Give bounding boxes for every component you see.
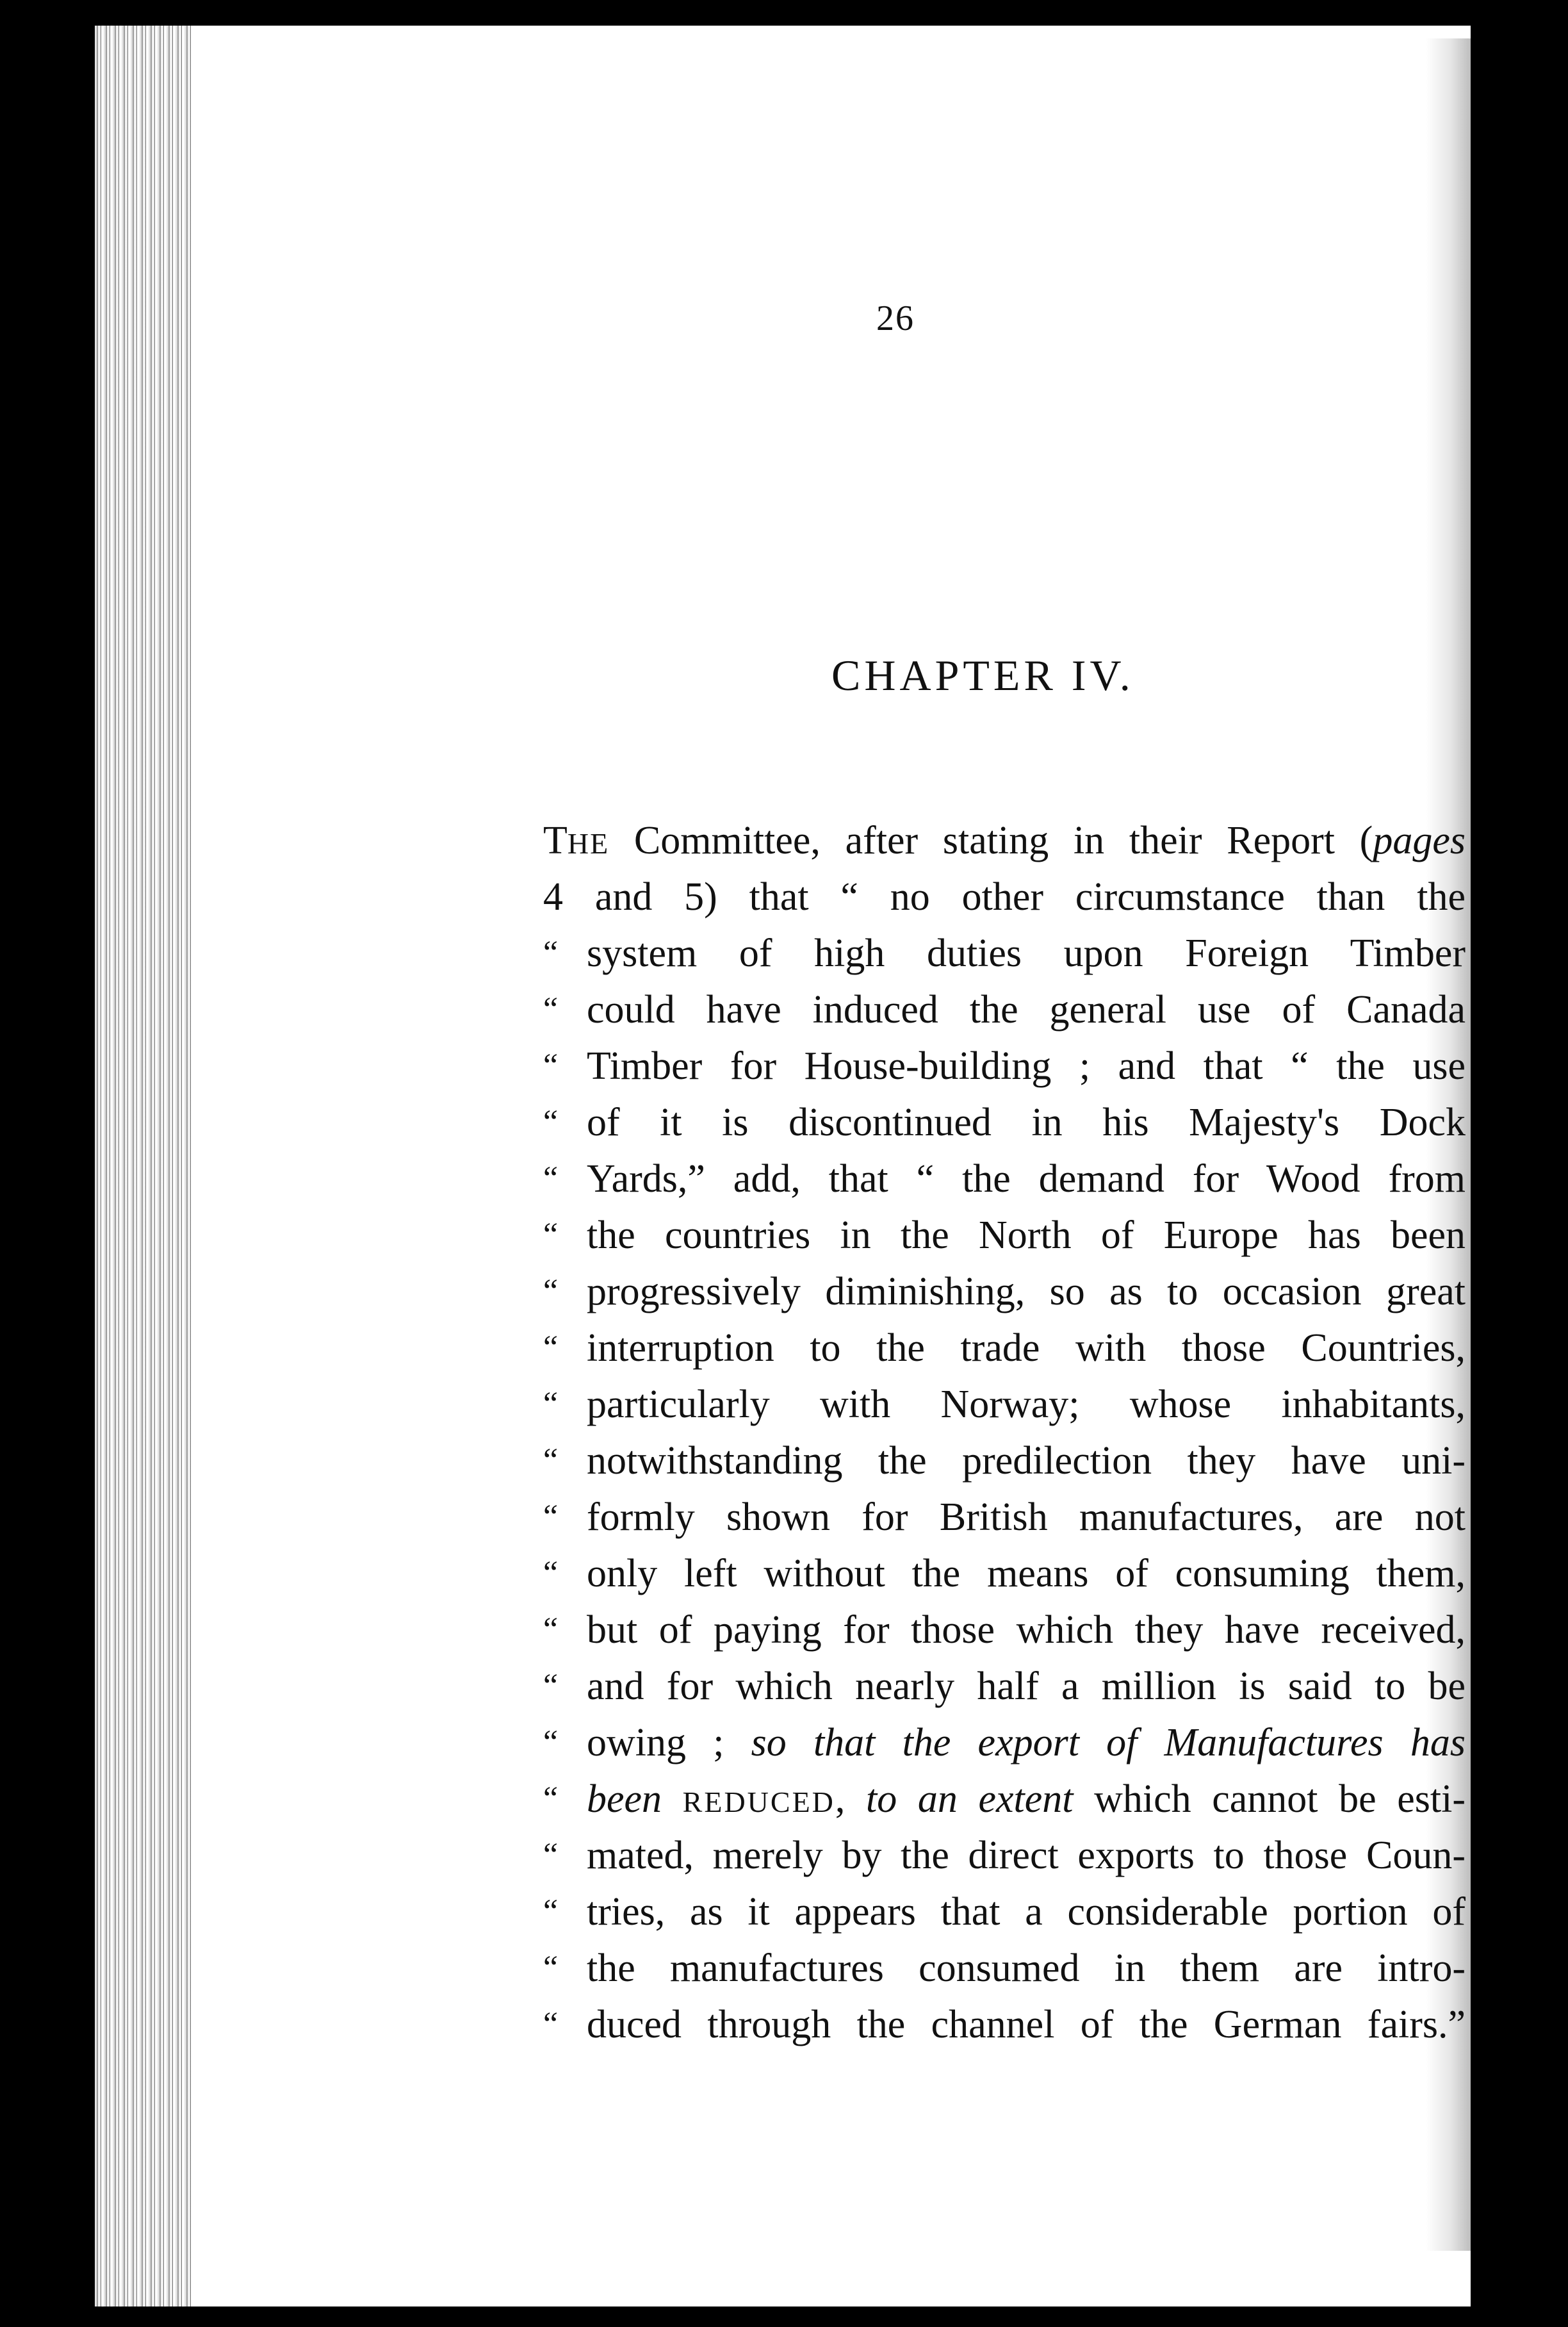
quote-mark: “ [543,1837,559,1873]
text-segment: but of paying for those which they have received, [587,1608,1466,1652]
text-line [543,1602,1466,1658]
text-segment: mated, merely by the direct exports to those Coun- [587,1834,1466,1877]
text-segment [662,1777,683,1821]
text-segment: particularly with Norway; whose inhabitants, [587,1383,1466,1426]
quote-mark: “ [543,1780,559,1817]
quote-mark: “ [543,1217,559,1253]
text-line [543,1996,1466,2053]
text-segment: owing ; [587,1721,751,1764]
quote-mark: “ [543,1724,559,1761]
text-line [543,925,1466,982]
text-line [543,1771,1466,1827]
book-page [95,26,1471,2306]
quote-mark: “ [543,1668,559,1704]
text-line [543,1207,1466,1263]
text-segment: the countries in the North of Europe has been [587,1213,1466,1257]
quote-mark: “ [543,1499,559,1535]
text-segment: Committee, after stating in their Report ( [609,819,1373,862]
chapter-title: CHAPTER IV. [831,651,1134,700]
quote-mark: “ [543,1442,559,1479]
text-segment: HE [567,827,610,860]
quote-mark: “ [543,1950,559,1986]
text-line [543,1884,1466,1940]
text-segment: tries, as it appears that a considerable portion of [587,1890,1466,1934]
quote-mark: “ [543,1555,559,1591]
text-segment: formly shown for British manufactures, are not [587,1495,1466,1539]
text-segment: pages [1373,819,1466,862]
text-line [543,1827,1466,1884]
text-line [543,1320,1466,1376]
text-line [543,1263,1466,1320]
text-segment: Yards,” add, that “ the demand for Wood from [587,1157,1466,1201]
page-stack-edge-left [95,26,191,2306]
quote-mark: “ [543,1611,559,1648]
text-segment: duced through the channel of the German fairs.” [587,2003,1466,2046]
text-segment: which cannot be esti- [1073,1777,1466,1821]
quote-mark: “ [543,1273,559,1310]
text-segment: T [543,819,568,862]
text-segment: only left without the means of consuming them, [587,1552,1466,1595]
text-line [543,1489,1466,1545]
text-line [543,982,1466,1038]
text-segment: system of high duties upon Foreign Timber [587,932,1466,975]
text-line [543,1151,1466,1207]
text-segment: been [587,1777,662,1821]
text-segment: could have induced the general use of Canada [587,988,1466,1032]
quote-mark: “ [543,1160,559,1197]
quote-mark: “ [543,991,559,1028]
text-line [543,1714,1466,1771]
text-segment: interruption to the trade with those Countries, [587,1326,1466,1370]
quote-mark: “ [543,1048,559,1084]
quote-mark: “ [543,1329,559,1366]
text-line [543,1545,1466,1602]
text-segment: 4 and 5) that “ no other circumstance than the [543,875,1466,919]
text-segment: REDUCED [682,1786,835,1818]
text-segment: to an extent [866,1777,1074,1821]
text-segment: of it is discontinued in his Majesty's Dock [587,1101,1466,1144]
text-segment: the manufactures consumed in them are intro- [587,1946,1466,1990]
text-segment: progressively diminishing, so as to occasion great [587,1270,1466,1313]
text-line [543,1094,1466,1151]
chapter-body-text [543,812,1466,2053]
quote-mark: “ [543,935,559,971]
page-number: 26 [876,299,915,338]
text-line [543,1433,1466,1489]
text-line [543,1038,1466,1094]
text-line [543,869,1466,925]
quote-mark: “ [543,1104,559,1140]
quote-mark: “ [543,1893,559,1930]
quote-mark: “ [543,1386,559,1422]
quote-mark: “ [543,2006,559,2043]
text-segment: and for which nearly half a million is said to be [587,1665,1466,1708]
text-line [543,1376,1466,1433]
text-line [543,1940,1466,1996]
text-segment: , [835,1777,867,1821]
text-segment: so that the export of Manufactures has [751,1721,1466,1764]
text-segment: notwithstanding the predilection they have uni- [587,1439,1466,1483]
text-line [543,1658,1466,1714]
text-segment: Timber for House-building ; and that “ the use [587,1044,1466,1088]
text-line [543,812,1466,869]
